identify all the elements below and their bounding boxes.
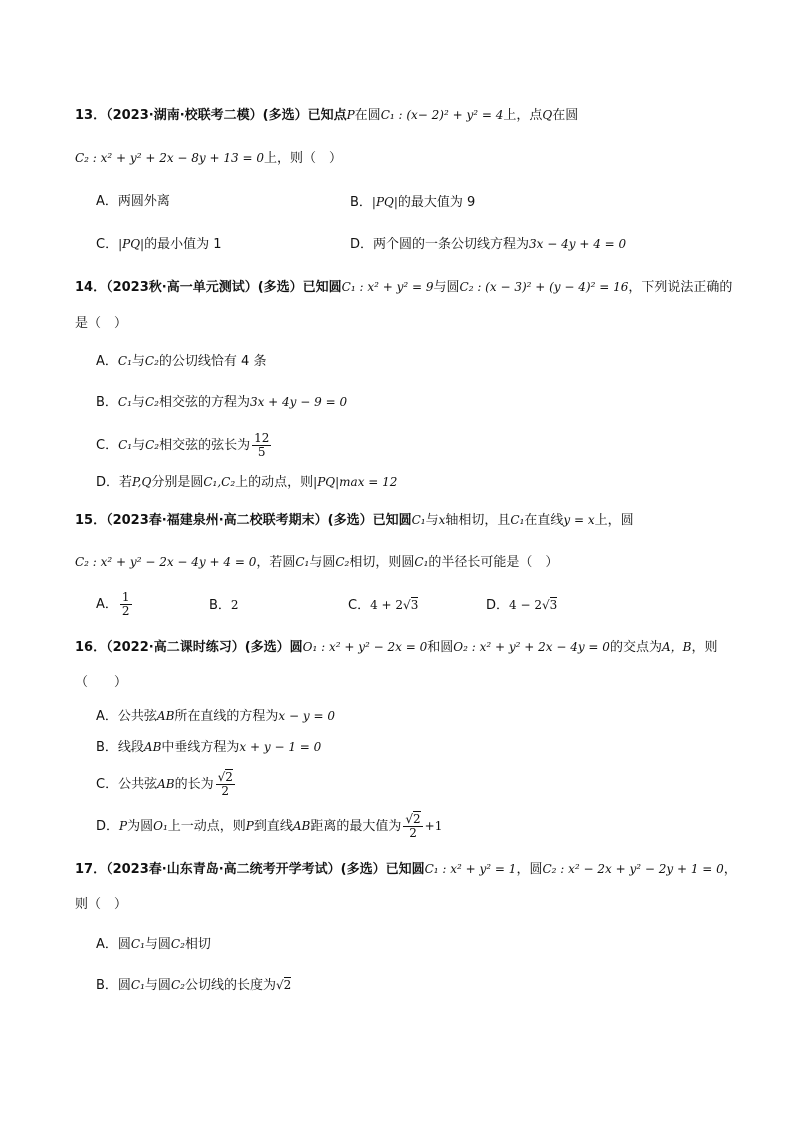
q16-stem-line2 xyxy=(75,674,127,692)
q13-option-a xyxy=(96,193,170,211)
option-text: 的最大值为 9 xyxy=(397,195,476,210)
option-label: C． xyxy=(96,237,119,252)
q16-option-c xyxy=(96,768,237,801)
q13-stem-line1 xyxy=(75,106,578,125)
math-c1: C₁ xyxy=(130,978,145,992)
q15-option-b xyxy=(209,596,239,615)
option-label: D． xyxy=(96,819,120,834)
text: 在圆 xyxy=(354,108,381,123)
q16-option-d xyxy=(96,810,442,843)
option-text: B．线段 xyxy=(96,740,144,755)
q15-option-c xyxy=(348,596,418,615)
math-c1: C₁ xyxy=(117,395,132,409)
circle-c2-equation: C₂ : x² + y² − 2x − 4y + 4 = 0 xyxy=(75,555,257,569)
text: 中垂线方程为 xyxy=(161,740,240,755)
q13-stem-prefix: 13．（2023·湖南·校联考二模）(多选）已知点 xyxy=(75,108,347,123)
option-label: D． xyxy=(486,598,510,613)
text: 上，圆 xyxy=(594,513,634,528)
text: 与圆 xyxy=(144,937,171,952)
tangent-line-equation: 3x − 4y + 4 = 0 xyxy=(529,237,627,251)
q13-option-d xyxy=(350,235,626,254)
q16-option-a xyxy=(96,707,335,726)
q13-stem-line2 xyxy=(75,149,342,168)
sqrt: √2 xyxy=(405,812,421,826)
text: 到直线 xyxy=(253,819,293,834)
q15-stem-line2 xyxy=(75,553,558,572)
text: 上的动点，则 xyxy=(235,475,314,490)
option-text: A．公共弦 xyxy=(96,709,157,724)
math-p: P xyxy=(245,819,254,833)
math-c2: C₂ xyxy=(144,354,159,368)
radicand: 3 xyxy=(549,598,558,612)
radicand: 3 xyxy=(410,598,419,612)
fraction xyxy=(120,591,132,618)
text: ，圆 xyxy=(516,862,543,877)
math-x: x xyxy=(438,513,446,527)
circle-c1-equation: C₁ : x² + y² = 1 xyxy=(424,862,517,876)
numerator xyxy=(216,771,235,785)
math-pq: |PQ| xyxy=(371,195,398,209)
math-c1: C₁ xyxy=(118,438,133,452)
option-text: 的公切线恰有 4 条 xyxy=(158,354,267,369)
text: 则（ ） xyxy=(75,897,128,912)
option-text: A．两圆外离 xyxy=(96,194,170,209)
denominator: 2 xyxy=(221,784,230,798)
q17-stem-prefix: 17．（2023春·山东青岛·高二统考开学考试）(多选）已知圆 xyxy=(75,862,425,877)
sqrt: √2 xyxy=(217,770,233,784)
option-text: D．两个圆的一条公切线方程为 xyxy=(350,237,530,252)
circle-c1-equation: C₁ : x² + y² = 9 xyxy=(341,280,434,294)
math-pq: |PQ| xyxy=(118,237,145,251)
math-c1: C₁ xyxy=(411,513,426,527)
numerator: 1 xyxy=(121,590,130,604)
text: 的长为 xyxy=(174,777,214,792)
option-label: A． xyxy=(96,597,118,612)
text: 与圆 xyxy=(309,555,336,570)
line-y-equals-x: y = x xyxy=(563,513,595,527)
option-text: C．公共弦 xyxy=(96,777,158,792)
text: 上，点 xyxy=(503,108,543,123)
option-label: B． xyxy=(350,195,372,210)
q15-option-d xyxy=(486,596,557,615)
math-p: P xyxy=(346,108,355,122)
circle-o2-equation: O₂ : x² + y² + 2x − 4y = 0 xyxy=(453,640,610,654)
q13-option-c xyxy=(96,235,221,254)
text: 与 xyxy=(131,395,145,410)
q17-option-a xyxy=(96,935,211,954)
circle-c2-equation: C₂ : (x − 3)² + (y − 4)² = 16 xyxy=(459,280,629,294)
text: 与 xyxy=(131,354,145,369)
text: ，下列说法正确的 xyxy=(628,280,733,295)
text: 上，则（ ） xyxy=(263,151,342,166)
math-ab: AB xyxy=(143,740,162,754)
math-p: P xyxy=(119,819,128,833)
numerator xyxy=(403,813,422,827)
q13-option-b xyxy=(350,193,475,212)
option-text: 相交弦的方程为 xyxy=(158,395,250,410)
q17-option-b xyxy=(96,976,291,995)
text: 分别是圆 xyxy=(151,475,204,490)
circle-o1-equation: O₁ : x² + y² − 2x = 0 xyxy=(302,640,428,654)
text: 在直线 xyxy=(524,513,564,528)
option-value: 4 + 2 xyxy=(370,598,404,612)
math-c1: C₁ xyxy=(117,354,132,368)
q14-stem-line1 xyxy=(75,278,732,297)
circle-c1-equation: C₁ : (x− 2)² + y² = 4 xyxy=(380,108,504,122)
math-pq: P,Q xyxy=(132,475,152,489)
numerator: 12 xyxy=(254,431,270,445)
text: 与圆 xyxy=(433,280,460,295)
q15-stem-line1 xyxy=(75,511,634,530)
fraction xyxy=(216,771,235,798)
sqrt: √3 xyxy=(403,598,419,612)
line-equation: x + y − 1 = 0 xyxy=(239,740,322,754)
text: ，则 xyxy=(691,640,718,655)
q16-stem-prefix: 16．（2022·高二课时练习）(多选）圆 xyxy=(75,640,303,655)
text: 为圆 xyxy=(127,819,154,834)
q14-option-c xyxy=(96,430,273,461)
option-label: C． xyxy=(96,438,119,453)
circle-c2-equation: C₂ : x² − 2x + y² − 2y + 1 = 0 xyxy=(542,862,724,876)
text: 与 xyxy=(425,513,439,528)
sqrt: √3 xyxy=(541,598,558,612)
text: （ ） xyxy=(75,675,128,690)
option-text: 相交弦的弦长为 xyxy=(159,438,251,453)
math-c2: C₂ xyxy=(335,555,350,569)
denominator: 2 xyxy=(121,604,130,618)
option-label: B． xyxy=(96,395,118,410)
text: 的半径长可能是（ ） xyxy=(428,555,559,570)
q17-stem-line2 xyxy=(75,896,127,914)
radicand: 2 xyxy=(225,770,233,784)
option-text: B．圆 xyxy=(96,978,131,993)
q14-option-b xyxy=(96,393,347,412)
text: ，若圆 xyxy=(256,555,296,570)
math-c1: C₁ xyxy=(414,555,429,569)
math-c2: C₂ xyxy=(144,395,159,409)
math-c1: C₁ xyxy=(295,555,310,569)
math-o1: O₁ xyxy=(153,819,168,833)
chord-equation: 3x + 4y − 9 = 0 xyxy=(249,395,348,409)
circle-c2-equation: C₂ : x² + y² + 2x − 8y + 13 = 0 xyxy=(75,151,264,165)
denominator: 5 xyxy=(257,445,266,459)
math-ab: A，B xyxy=(661,640,692,654)
text: 与 xyxy=(132,438,146,453)
radicand: 2 xyxy=(283,978,292,992)
radicand: 2 xyxy=(413,812,421,826)
math-c1: C₁ xyxy=(130,937,145,951)
option-value: 4 − 2 xyxy=(509,598,542,612)
text: 所在直线的方程为 xyxy=(174,709,279,724)
q16-stem-line1 xyxy=(75,638,717,657)
option-value: 2 xyxy=(230,598,239,612)
text: 和圆 xyxy=(427,640,454,655)
q14-option-a xyxy=(96,352,266,371)
math-c1c2: C₁,C₂ xyxy=(203,475,236,489)
text: 距离的最大值为 xyxy=(310,819,402,834)
math-ab: AB xyxy=(157,777,175,791)
q14-stem-prefix: 14．（2023秋·高一单元测试）(多选）已知圆 xyxy=(75,280,342,295)
fraction xyxy=(252,432,271,459)
math-c2: C₂ xyxy=(170,937,185,951)
text: 轴相切，且 xyxy=(445,513,511,528)
plus-one: +1 xyxy=(424,819,443,833)
math-c2: C₂ xyxy=(145,438,160,452)
q15-stem-prefix: 15．（2023春·福建泉州·高二校联考期末）(多选）已知圆 xyxy=(75,513,412,528)
text: ， xyxy=(723,862,737,877)
option-text: D．若 xyxy=(96,475,133,490)
text: 相切，则圆 xyxy=(349,555,415,570)
math-ab: AB xyxy=(156,709,175,723)
q16-option-b xyxy=(96,738,321,757)
math-c2: C₂ xyxy=(170,978,185,992)
fraction xyxy=(403,813,422,840)
text: 相切 xyxy=(184,937,211,952)
q14-stem-line2 xyxy=(75,315,127,333)
q14-option-d xyxy=(96,473,397,492)
math-ab: AB xyxy=(292,819,311,833)
text: 在圆 xyxy=(552,108,579,123)
text: 与圆 xyxy=(144,978,171,993)
text: 是（ ） xyxy=(75,316,128,331)
option-text: A．圆 xyxy=(96,937,131,952)
sqrt: √2 xyxy=(275,978,292,992)
option-text: 的最小值为 1 xyxy=(144,237,222,252)
math-c1: C₁ xyxy=(510,513,525,527)
line-equation: x − y = 0 xyxy=(278,709,335,723)
option-label: B． xyxy=(209,598,231,613)
denominator: 2 xyxy=(409,826,417,840)
text: 的交点为 xyxy=(609,640,662,655)
math-q: Q xyxy=(542,108,553,122)
option-label: C． xyxy=(348,598,371,613)
text: 公切线的长度为 xyxy=(184,978,276,993)
max-distance-expression: |PQ|max = 12 xyxy=(313,475,398,489)
option-label: A． xyxy=(96,354,118,369)
q17-stem-line1 xyxy=(75,860,737,879)
text: 上一动点，则 xyxy=(167,819,246,834)
q15-option-a xyxy=(96,590,134,620)
